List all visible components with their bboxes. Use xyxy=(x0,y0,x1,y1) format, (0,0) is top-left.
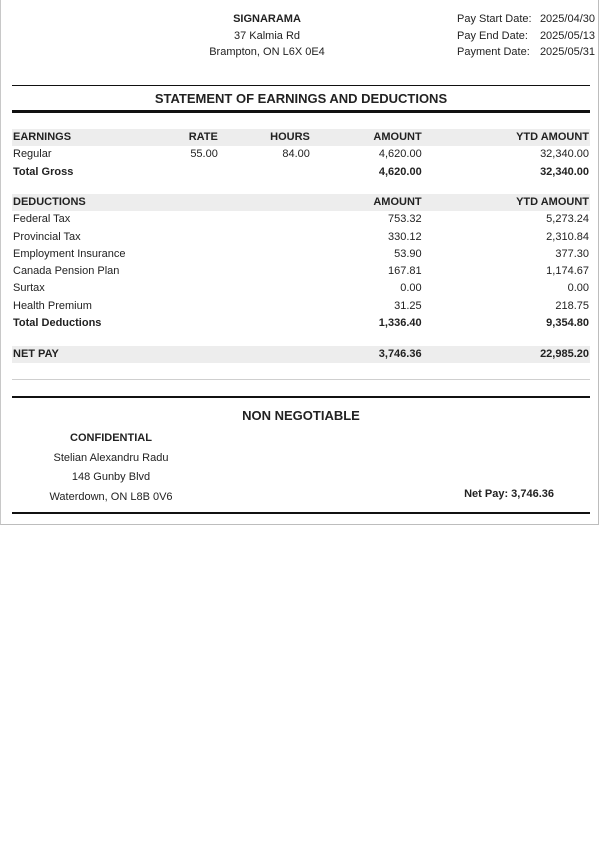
company-name: SIGNARAMA xyxy=(233,13,301,25)
earning-hours: 84.00 xyxy=(282,148,310,161)
empty-cell xyxy=(218,246,309,263)
table-row xyxy=(12,146,590,163)
empty-cell xyxy=(162,280,218,297)
earnings-table xyxy=(12,129,590,181)
empty-cell xyxy=(162,211,218,228)
earnings-header: EARNINGS xyxy=(12,129,161,146)
divider xyxy=(12,379,590,380)
employee-name: Stelian Alexandru Radu xyxy=(53,451,169,464)
deduction-label: Health Premium xyxy=(13,299,92,312)
earning-amount: 4,620.00 xyxy=(378,148,422,161)
pay-end-date-label: Pay End Date: xyxy=(457,29,528,42)
empty-cell xyxy=(218,280,309,297)
deduction-ytd-header: YTD AMOUNT xyxy=(422,194,590,211)
empty-cell xyxy=(218,263,309,280)
empty-cell xyxy=(162,346,218,363)
ytd-amount-header: YTD AMOUNT xyxy=(422,129,590,146)
pay-dates-block xyxy=(457,11,595,61)
total-deductions-amount: 1,336.40 xyxy=(378,317,422,330)
deduction-amount-header: AMOUNT xyxy=(310,194,422,211)
non-negotiable-title: NON NEGOTIABLE xyxy=(242,408,360,423)
divider xyxy=(12,512,590,514)
total-gross-ytd: 32,340.00 xyxy=(540,165,589,178)
company-address-line2: Brampton, ON L6X 0E4 xyxy=(209,46,325,58)
deductions-table xyxy=(12,194,590,332)
total-gross-row xyxy=(12,164,590,181)
empty-cell xyxy=(218,315,309,332)
company-address-line1: 37 Kalmia Rd xyxy=(233,29,301,42)
pay-end-date-value: 2025/05/13 xyxy=(539,29,595,42)
empty-cell xyxy=(218,194,309,211)
pay-end-date-row xyxy=(457,28,595,45)
pay-start-date-label: Pay Start Date: xyxy=(457,13,532,25)
deduction-ytd: 0.00 xyxy=(567,282,589,295)
deduction-label: Federal Tax xyxy=(13,213,71,226)
earning-ytd: 32,340.00 xyxy=(540,148,589,161)
total-deductions-row xyxy=(12,315,590,332)
divider xyxy=(12,396,590,398)
stub-net-pay: Net Pay: 3,746.36 xyxy=(464,488,554,500)
pay-start-date-value: 2025/04/30 xyxy=(539,13,595,25)
deduction-ytd: 5,273.24 xyxy=(546,213,589,226)
net-pay-label: NET PAY xyxy=(12,346,162,363)
deduction-ytd: 2,310.84 xyxy=(546,230,589,243)
total-deductions-label: Total Deductions xyxy=(13,317,102,330)
empty-cell xyxy=(218,229,309,246)
deduction-label: Canada Pension Plan xyxy=(13,265,120,278)
empty-cell xyxy=(161,164,218,181)
net-pay-table xyxy=(12,346,590,363)
deduction-amount: 167.81 xyxy=(387,265,422,278)
confidential-label: CONFIDENTIAL xyxy=(70,432,152,444)
payment-date-row xyxy=(457,44,595,61)
total-deductions-ytd: 9,354.80 xyxy=(546,317,589,330)
company-block xyxy=(161,11,373,61)
deductions-header-row xyxy=(12,194,590,211)
total-gross-label: Total Gross xyxy=(13,165,74,178)
deduction-amount: 330.12 xyxy=(387,230,422,243)
table-row xyxy=(12,280,590,297)
deduction-amount: 31.25 xyxy=(394,299,422,312)
empty-cell xyxy=(162,315,218,332)
earning-rate: 55.00 xyxy=(190,148,218,161)
deduction-amount: 0.00 xyxy=(400,282,422,295)
hours-header: HOURS xyxy=(218,129,310,146)
divider xyxy=(12,85,590,86)
empty-cell xyxy=(218,211,309,228)
deduction-label: Provincial Tax xyxy=(13,230,81,243)
empty-cell xyxy=(162,229,218,246)
deduction-ytd: 377.30 xyxy=(555,247,589,260)
net-pay-row xyxy=(12,346,590,363)
deduction-ytd: 218.75 xyxy=(555,299,589,312)
net-pay-ytd: 22,985.20 xyxy=(422,346,590,363)
divider xyxy=(12,110,590,113)
table-row xyxy=(12,246,590,263)
net-pay-amount: 3,746.36 xyxy=(310,346,422,363)
earning-label: Regular xyxy=(13,148,52,161)
table-row xyxy=(12,211,590,228)
table-row xyxy=(12,229,590,246)
empty-cell xyxy=(162,298,218,315)
empty-cell xyxy=(218,346,310,363)
employee-address-line1: 148 Gunby Blvd xyxy=(71,471,151,483)
table-row xyxy=(12,298,590,315)
amount-header: AMOUNT xyxy=(310,129,422,146)
empty-cell xyxy=(218,164,310,181)
rate-header: RATE xyxy=(161,129,218,146)
deduction-label: Surtax xyxy=(13,282,45,295)
pay-start-date-row xyxy=(457,11,595,28)
empty-cell xyxy=(162,194,218,211)
earnings-header-row xyxy=(12,129,590,146)
empty-cell xyxy=(162,263,218,280)
employee-address-line2: Waterdown, ON L8B 0V6 xyxy=(49,490,173,503)
deduction-ytd: 1,174.67 xyxy=(546,265,589,278)
payment-date-value: 2025/05/31 xyxy=(539,46,595,58)
total-gross-amount: 4,620.00 xyxy=(378,165,422,178)
empty-cell xyxy=(162,246,218,263)
empty-cell xyxy=(218,298,309,315)
deduction-amount: 753.32 xyxy=(387,213,422,226)
statement-title: STATEMENT OF EARNINGS AND DEDUCTIONS xyxy=(154,91,448,106)
deduction-label: Employment Insurance xyxy=(13,247,126,260)
deductions-header: DEDUCTIONS xyxy=(12,194,162,211)
recipient-block xyxy=(31,429,191,507)
deduction-amount: 53.90 xyxy=(394,247,422,260)
payment-date-label: Payment Date: xyxy=(457,46,530,58)
table-row xyxy=(12,263,590,280)
